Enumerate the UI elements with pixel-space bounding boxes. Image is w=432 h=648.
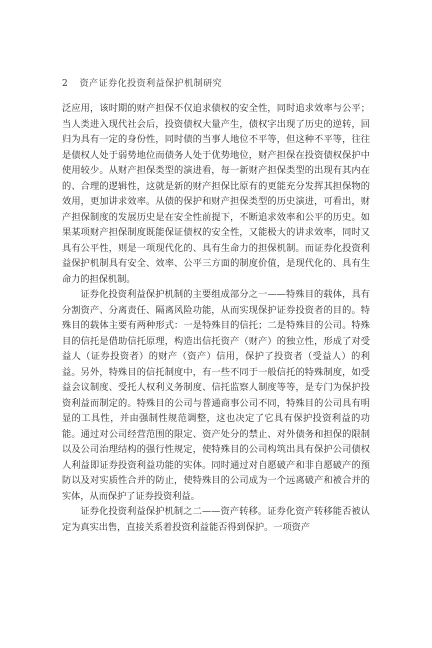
page-number: 2 <box>62 79 69 89</box>
body-text <box>62 101 370 535</box>
running-title: 资产证券化投资利益保护机制研究 <box>79 79 223 89</box>
running-head <box>62 76 222 89</box>
paragraph-asset-transfer: 证券化投资利益保护机制之二——资产转移。证券化资产转移能否被认定为真实出售，直接关系着投资利益能否得到保护。一项资产 <box>62 506 370 533</box>
paragraph-special-purpose-vehicle: 证券化投资利益保护机制的主要组成部分之一——特殊目的载体，具有分割资产、分离责任、隔离风险功能，从而实现保护证券投资者的目的。特殊目的载体主要有两种形式：一是特殊目的信托；二是特殊目的公司。特殊目的信托是借助信托原理，构造出信托资产（财产）的独立性，形成了对受益人（证券投资者）的财产（资产）信用，保护了投资者（受益人）的利益。另外，特殊目的信托制度中，有一些不同于一般信托的特殊制度，如受益会议制度、受托人权利义务制度、信托监察人制度等等，是专门为保护投资利益而制定的。特殊目的公司与普通商事公司不同，特殊目的公司具有明显的工具性，并由强制性规范调整，这也决定了它具有保护投资利益的功能。通过对公司经营范围的限定、资产处分的禁止、对外债务和担保的限制以及公司治理结构的强行性规定，使特殊目的公司构筑出具有保护公司债权人利益即证券投资利益功能的实体。同时通过对自愿破产和非自愿破产的预防以及对实质性合并的防止，使特殊目的公司成为一个远离破产和被合并的实体，从而保护了证券投资利益。 <box>62 289 370 502</box>
paragraph-continued: 泛应用，该时期的财产担保不仅追求债权的安全性，同时追求效率与公平；当人类进入现代社会后，投资债权大量产生，债权字出现了历史的逆转，回归为具有一定的身份性，同时债的当事人地位不平等，但这种不平等，往往是债权人处于弱势地位而债务人处于优势地位，财产担保在投资债权保护中使用较少。从财产担保类型的演进看，每一新财产担保类型的出现有其内在的、合理的逻辑性，这就是新的财产担保比原有的更能充分发挥其担保物的效用，更加讲求效率。从债的保护和财产担保类型的历史演进，可看出，财产担保制度的发展历史是在安全性前提下，不断追求效率和公平的历史。如果某项财产担保制度既能保证债权的安全性，又能极大的讲求效率，同时又具有公平性，则是一项现代化的、具有生命力的担保机制。而证券化投资利益保护机制具有安全、效率、公平三方面的制度价值，是现代化的、具有生命力的担保机制。 <box>62 103 370 285</box>
